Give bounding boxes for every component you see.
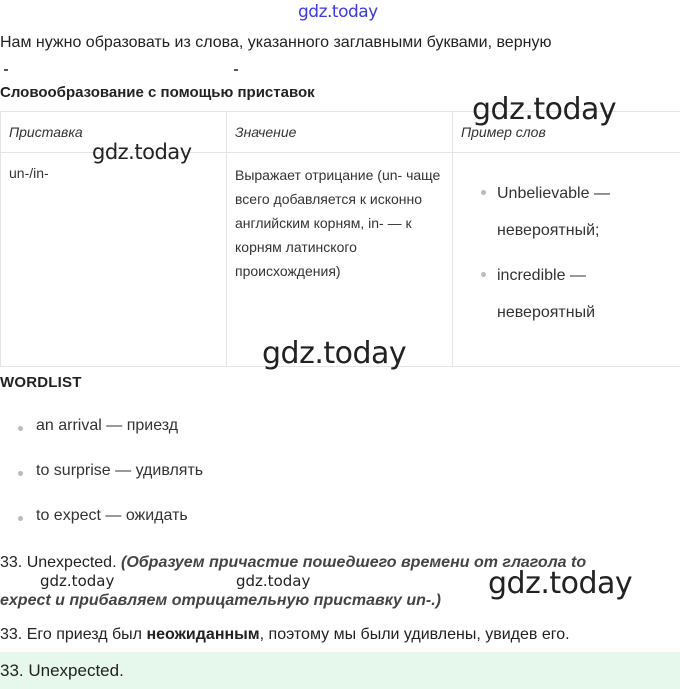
list-item: an arrival — приезд <box>0 417 203 462</box>
list-item: to expect — ожидать <box>0 507 203 552</box>
intro-text: Нам нужно образовать из слова, указанного заглавными буквами, верную <box>0 34 552 51</box>
watermark-table-header: gdz.today <box>472 92 617 127</box>
bullet-icon <box>18 471 23 476</box>
final-answer: 33. Unexpected. <box>0 661 124 680</box>
answer-number: 33. Unexpected. <box>0 554 117 571</box>
watermark-table-bottom: gdz.today <box>262 336 407 371</box>
table-row <box>1 153 680 367</box>
header-meaning: Значение <box>227 112 453 153</box>
wordlist-title: WORDLIST <box>0 374 82 391</box>
cell-prefix: un-/in- <box>1 153 227 367</box>
explanation-part-2: expect и прибавляем отрицательную приставку un-.) <box>0 592 441 609</box>
header-prefix: Приставка <box>1 112 227 153</box>
watermark-top: gdz.today <box>298 2 378 22</box>
example-item: incredible — невероятный <box>479 257 680 331</box>
watermark-table-row: gdz.today <box>92 140 192 164</box>
bullet-icon <box>481 190 486 195</box>
sentence-bold-word: неожиданным <box>146 626 260 643</box>
section-title: Словообразование с помощью приставок <box>0 84 315 101</box>
header-examples: Пример слов <box>453 112 680 153</box>
cell-meaning: Выражает отрицание (un- чаще всего добавляется к исконно английским корням, in- — к корням латинского происхождения) <box>227 153 453 367</box>
wordlist <box>0 417 203 552</box>
answer-explanation-line-2 <box>0 592 441 610</box>
example-sentence: 33. Его приезд был неожиданным, поэтому мы были удивлены, увидев его. <box>0 626 570 643</box>
list-item: to surprise — удивлять <box>0 462 203 507</box>
watermark-answer-mid: gdz.today <box>236 572 311 590</box>
explanation-part-1: (Образуем причастие пошедшего времени от глагола to <box>120 554 587 571</box>
watermark-answer-right: gdz.today <box>488 566 633 601</box>
watermark-answer-left: gdz.today <box>40 572 115 590</box>
final-answer-box <box>0 652 680 689</box>
clipped-text-line <box>0 60 680 74</box>
bullet-icon <box>18 426 23 431</box>
example-item: Unbelievable — невероятный; <box>479 175 680 249</box>
cell-examples <box>453 153 680 367</box>
bullet-icon <box>481 272 486 277</box>
bullet-icon <box>18 516 23 521</box>
